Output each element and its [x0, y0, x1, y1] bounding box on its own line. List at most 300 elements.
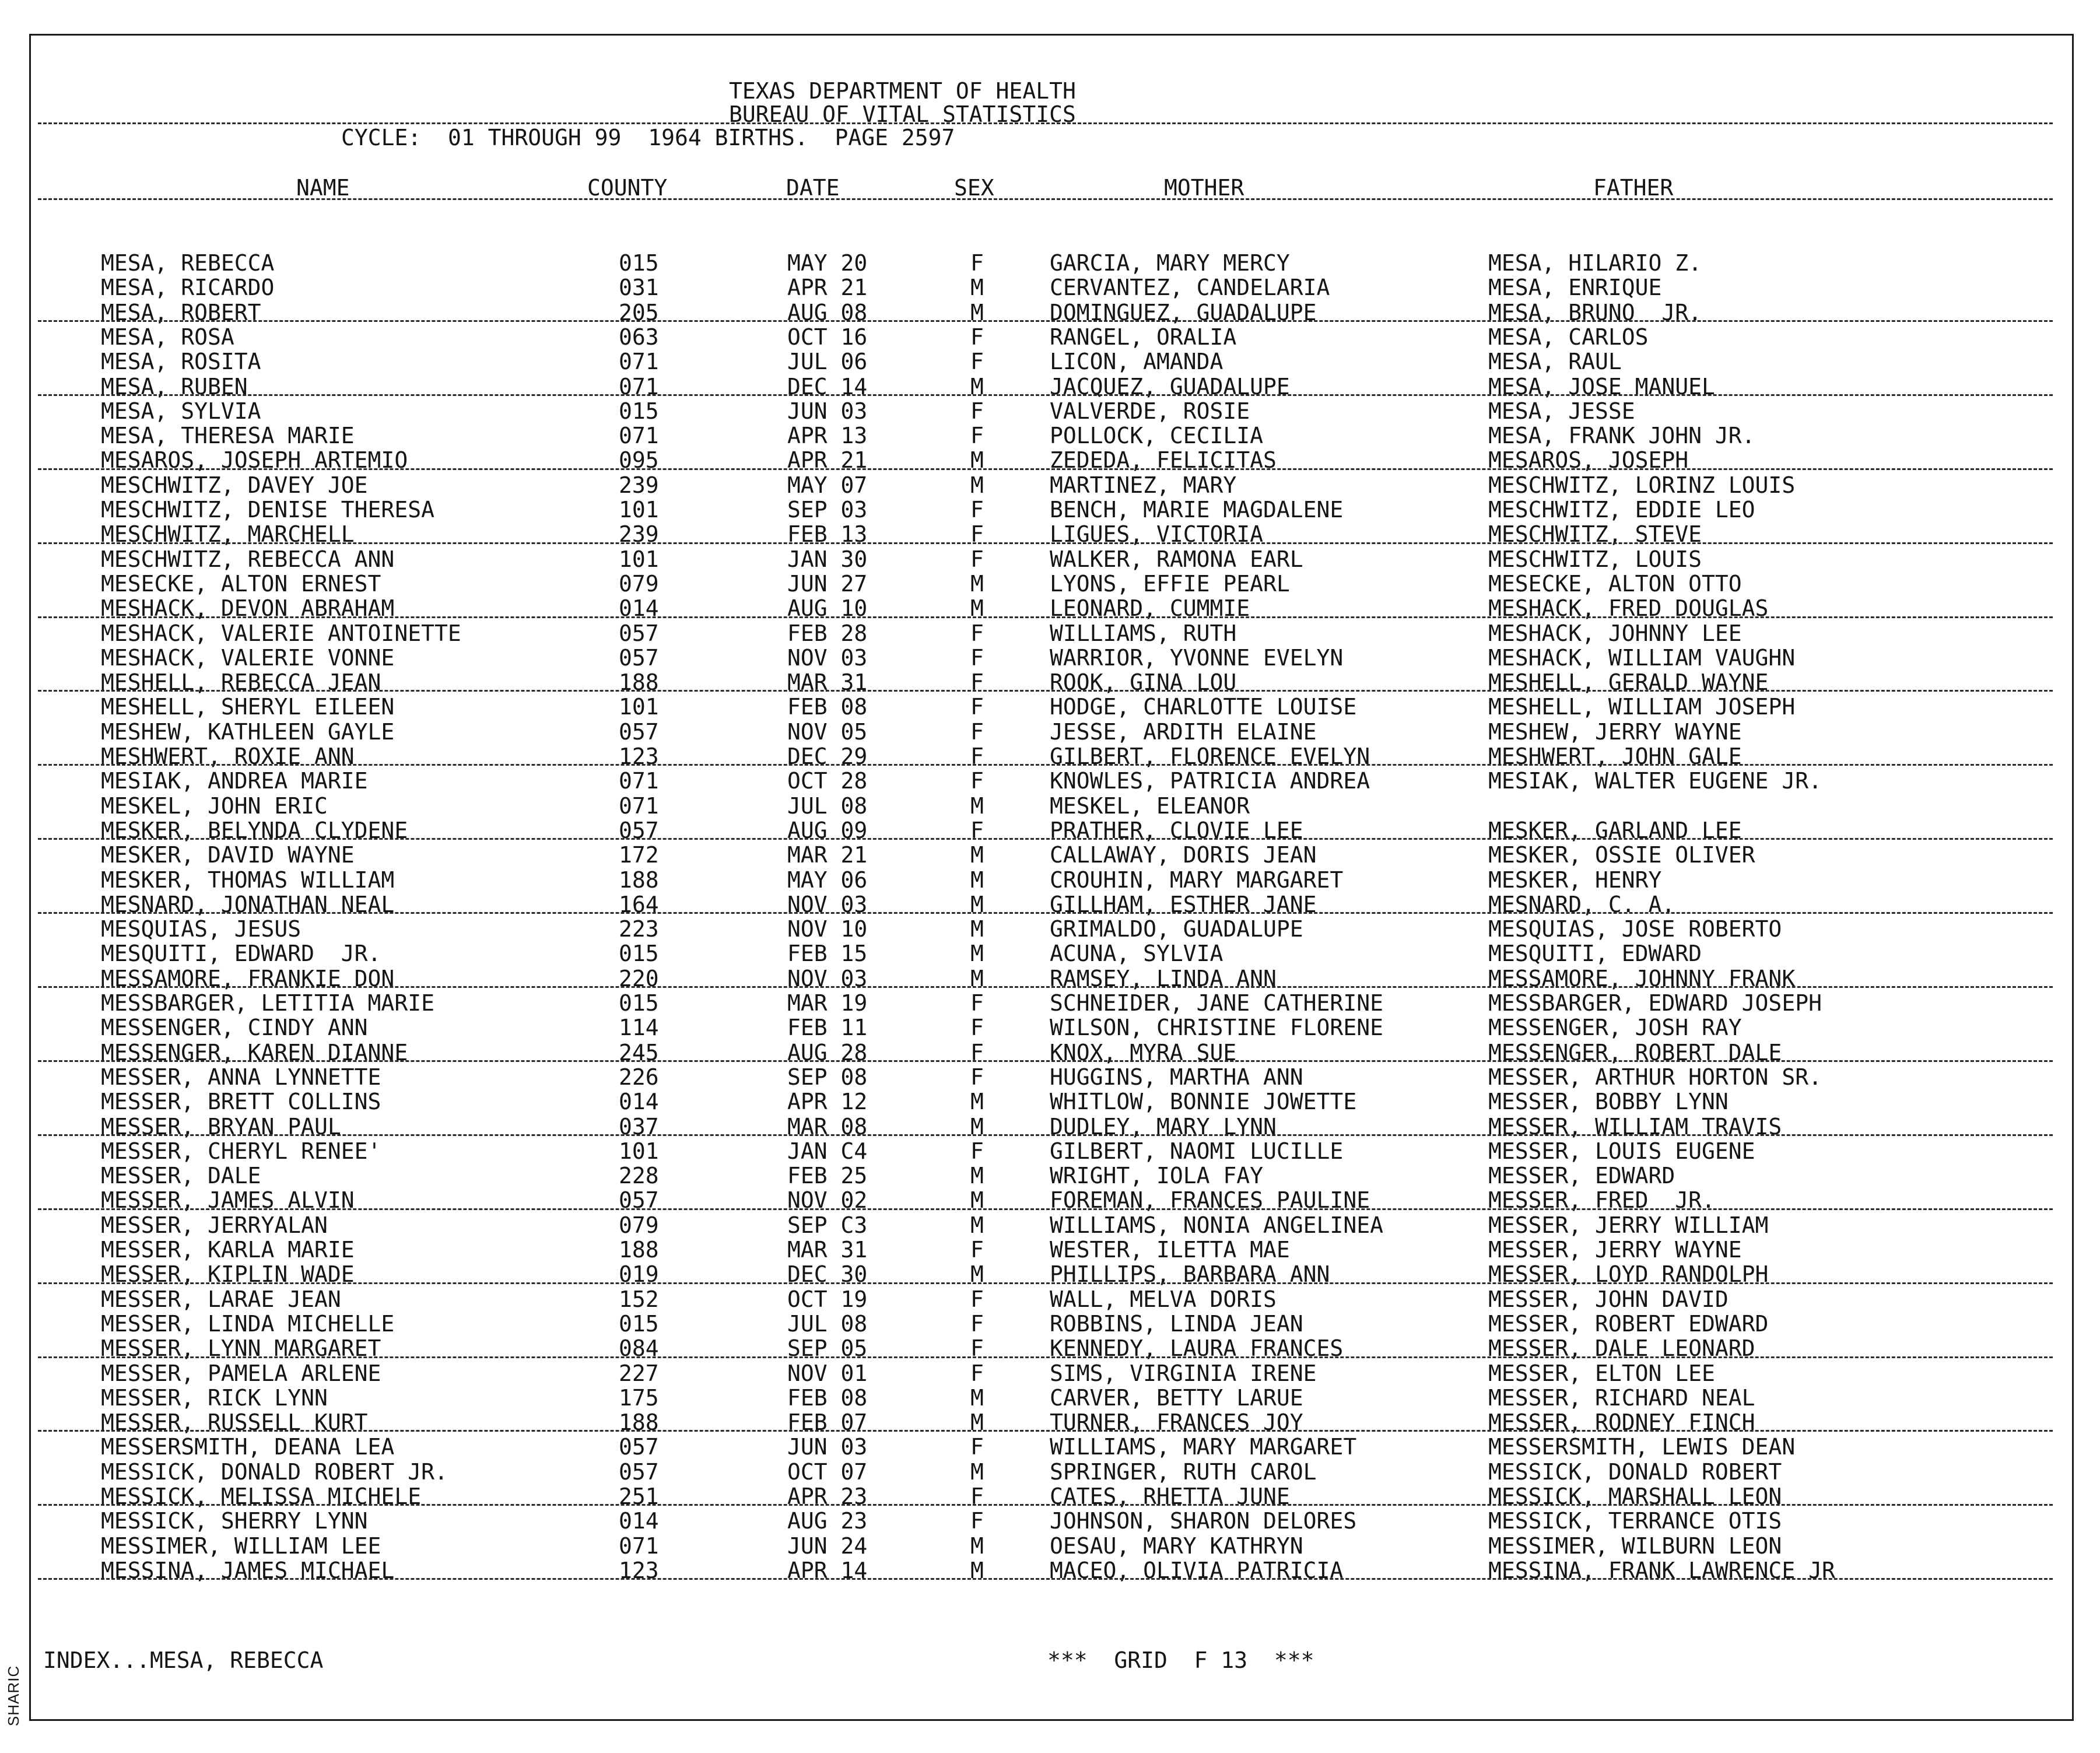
cell-father: MESQUIAS, JOSE ROBERTO: [1488, 916, 1782, 942]
cell-father: MESA, BRUNO JR.: [1488, 299, 1702, 325]
cell-name: MESSENGER, CINDY ANN: [101, 1015, 368, 1041]
cell-sex: M: [970, 842, 984, 868]
cell-sex: M: [970, 299, 984, 325]
cell-sex: M: [970, 1410, 984, 1436]
cell-mother: WILLIAMS, MARY MARGARET: [1050, 1434, 1357, 1460]
cell-date: DEC 14: [787, 373, 868, 399]
cell-county: 057: [619, 1187, 659, 1214]
cell-father: MESSER, LOYD RANDOLPH: [1488, 1261, 1769, 1288]
cell-mother: KNOWLES, PATRICIA ANDREA: [1050, 768, 1370, 794]
cell-father: MESAROS, JOSEPH: [1488, 447, 1689, 474]
cell-county: 123: [619, 744, 659, 769]
cell-date: JUN 03: [787, 1434, 868, 1460]
cell-name: MESSER, BRETT COLLINS: [101, 1089, 381, 1115]
cell-county: 057: [619, 1459, 659, 1485]
cell-sex: M: [970, 1212, 984, 1238]
cell-county: 063: [619, 324, 659, 350]
cell-sex: F: [970, 744, 984, 769]
cell-mother: WHITLOW, BONNIE JOWETTE: [1050, 1089, 1357, 1115]
cell-date: MAY 07: [787, 472, 868, 498]
cell-county: 188: [619, 1237, 659, 1263]
cell-county: 071: [619, 373, 659, 399]
table-row: [0, 1089, 2100, 1114]
cell-name: MESCHWITZ, DAVEY JOE: [101, 472, 368, 498]
cell-county: 057: [619, 620, 659, 646]
cell-date: MAY 20: [787, 250, 868, 276]
cell-county: 220: [619, 965, 659, 991]
cell-sex: F: [970, 324, 984, 350]
cell-county: 019: [619, 1261, 659, 1288]
cell-county: 079: [619, 1212, 659, 1238]
cell-date: AUG 28: [787, 1039, 868, 1065]
cell-county: 251: [619, 1484, 659, 1509]
cell-sex: F: [970, 1015, 984, 1041]
cell-mother: WESTER, ILETTA MAE: [1050, 1237, 1290, 1263]
cell-sex: M: [970, 867, 984, 893]
cell-date: FEB 25: [787, 1163, 868, 1189]
cell-date: FEB 08: [787, 1384, 868, 1411]
table-row: [0, 917, 2100, 941]
table-row: [0, 1163, 2100, 1188]
cell-sex: M: [970, 965, 984, 991]
cell-sex: F: [970, 1335, 984, 1362]
column-header-sex: SEX: [954, 175, 994, 201]
cell-mother: WILLIAMS, RUTH: [1050, 620, 1237, 646]
cell-sex: F: [970, 620, 984, 646]
cell-sex: F: [970, 546, 984, 572]
cell-father: MESSER, DALE LEONARD: [1488, 1335, 1755, 1362]
cell-father: MESSAMORE, JOHNNY FRANK: [1488, 965, 1796, 991]
cell-sex: M: [970, 1187, 984, 1214]
cell-name: MESSER, PAMELA ARLENE: [101, 1360, 381, 1386]
cell-name: MESHACK, VALERIE ANTOINETTE: [101, 620, 461, 646]
cell-sex: F: [970, 1360, 984, 1386]
cell-mother: DOMINGUEZ, GUADALUPE: [1050, 299, 1317, 325]
cell-county: 071: [619, 349, 659, 375]
cell-name: MESAROS, JOSEPH ARTEMIO: [101, 447, 408, 474]
cell-sex: M: [970, 1163, 984, 1189]
table-row: [0, 720, 2100, 744]
column-header-county: COUNTY: [587, 175, 668, 201]
cell-mother: KNOX, MYRA SUE: [1050, 1039, 1237, 1065]
cell-mother: GILBERT, NAOMI LUCILLE: [1050, 1138, 1344, 1164]
cell-date: JUN 03: [787, 398, 868, 424]
table-row: [0, 1237, 2100, 1262]
cell-date: JUN 24: [787, 1533, 868, 1559]
table-row: [0, 1015, 2100, 1040]
cell-sex: M: [970, 570, 984, 597]
table-row: [0, 1139, 2100, 1163]
cell-county: 101: [619, 497, 659, 523]
cell-name: MESSER, JERRYALAN: [101, 1212, 328, 1238]
cell-sex: F: [970, 497, 984, 523]
cell-mother: KENNEDY, LAURA FRANCES: [1050, 1335, 1344, 1362]
row-rule: [38, 690, 2053, 692]
table-row: [0, 547, 2100, 572]
column-header-mother: MOTHER: [1164, 175, 1244, 201]
cell-date: OCT 16: [787, 324, 868, 350]
row-rule: [38, 542, 2053, 544]
cell-name: MESSER, KIPLIN WADE: [101, 1261, 355, 1288]
cell-name: MESHACK, VALERIE VONNE: [101, 644, 395, 671]
cell-county: 057: [619, 817, 659, 843]
table-row: [0, 1435, 2100, 1459]
cell-mother: TURNER, FRANCES JOY: [1050, 1410, 1303, 1436]
table-row: [0, 275, 2100, 300]
cell-father: MESSER, RICHARD NEAL: [1488, 1384, 1755, 1411]
cell-father: MESSER, EDWARD: [1488, 1163, 1675, 1189]
cell-county: 057: [619, 718, 659, 745]
cell-mother: DUDLEY, MARY LYNN: [1050, 1113, 1277, 1140]
cell-county: 079: [619, 570, 659, 597]
cell-date: SEP 05: [787, 1335, 868, 1362]
cell-sex: M: [970, 472, 984, 498]
cell-county: 123: [619, 1557, 659, 1583]
cell-date: MAR 31: [787, 669, 868, 696]
rule-top: [38, 122, 2053, 124]
cell-sex: M: [970, 1261, 984, 1288]
cell-date: NOV 03: [787, 891, 868, 917]
cell-sex: F: [970, 1039, 984, 1065]
cell-county: 239: [619, 472, 659, 498]
table-row: [0, 695, 2100, 719]
cell-sex: F: [970, 521, 984, 548]
cell-date: JUL 06: [787, 349, 868, 375]
cell-county: 227: [619, 1360, 659, 1386]
row-rule: [38, 1134, 2053, 1136]
cell-date: AUG 09: [787, 817, 868, 843]
cell-county: 226: [619, 1064, 659, 1090]
cell-mother: BENCH, MARIE MAGDALENE: [1050, 497, 1344, 523]
cell-name: MESSINA, JAMES MICHAEL: [101, 1557, 395, 1583]
cell-county: 071: [619, 1533, 659, 1559]
table-row: [0, 794, 2100, 818]
table-row: [0, 843, 2100, 867]
cell-sex: F: [970, 423, 984, 449]
cell-name: MESHACK, DEVON ABRAHAM: [101, 595, 395, 622]
cell-father: MESSERSMITH, LEWIS DEAN: [1488, 1434, 1796, 1460]
cell-name: MESA, SYLVIA: [101, 398, 261, 424]
cell-mother: LIGUES, VICTORIA: [1050, 521, 1264, 548]
cell-county: 188: [619, 1410, 659, 1436]
cell-father: MESECKE, ALTON OTTO: [1488, 570, 1742, 597]
cell-name: MESKEL, JOHN ERIC: [101, 793, 328, 819]
cell-name: MESSER, DALE: [101, 1163, 261, 1189]
cell-father: MESSICK, TERRANCE OTIS: [1488, 1508, 1782, 1534]
cell-father: MESSER, FRED JR.: [1488, 1187, 1715, 1214]
cell-county: 175: [619, 1384, 659, 1411]
table-row: [0, 1386, 2100, 1410]
cell-date: JAN 30: [787, 546, 868, 572]
agency-title: TEXAS DEPARTMENT OF HEALTH: [729, 78, 1076, 104]
cell-sex: F: [970, 1508, 984, 1534]
row-rule: [38, 1060, 2053, 1062]
cell-mother: SIMS, VIRGINIA IRENE: [1050, 1360, 1317, 1386]
cell-date: FEB 13: [787, 521, 868, 548]
cell-date: AUG 10: [787, 595, 868, 622]
cell-father: MESHELL, WILLIAM JOSEPH: [1488, 694, 1796, 720]
row-rule: [38, 468, 2053, 470]
cell-mother: WRIGHT, IOLA FAY: [1050, 1163, 1264, 1189]
table-row: [0, 325, 2100, 349]
table-row: [0, 572, 2100, 596]
cell-father: MESSER, ELTON LEE: [1488, 1360, 1715, 1386]
cell-father: MESHWERT, JOHN GALE: [1488, 744, 1742, 769]
cell-county: 015: [619, 990, 659, 1016]
cell-name: MESSER, LYNN MARGARET: [101, 1335, 381, 1362]
cell-name: MESCHWITZ, MARCHELL: [101, 521, 355, 548]
cell-sex: M: [970, 793, 984, 819]
cell-father: MESKER, GARLAND LEE: [1488, 817, 1742, 843]
cell-county: 101: [619, 546, 659, 572]
cell-mother: SCHNEIDER, JANE CATHERINE: [1050, 990, 1383, 1016]
row-rule: [38, 986, 2053, 988]
cell-date: FEB 28: [787, 620, 868, 646]
cell-date: AUG 23: [787, 1508, 868, 1534]
cell-father: MESHACK, WILLIAM VAUGHN: [1488, 644, 1796, 671]
cell-father: MESA, HILARIO Z.: [1488, 250, 1702, 276]
cell-mother: VALVERDE, ROSIE: [1050, 398, 1250, 424]
cell-father: MESSER, JERRY WAYNE: [1488, 1237, 1742, 1263]
table-row: [0, 646, 2100, 670]
table-row: [0, 991, 2100, 1015]
cell-county: 223: [619, 916, 659, 942]
cell-county: 071: [619, 793, 659, 819]
cell-name: MESHWERT, ROXIE ANN: [101, 744, 355, 769]
cell-name: MESSIMER, WILLIAM LEE: [101, 1533, 381, 1559]
cell-mother: MACEO, OLIVIA PATRICIA: [1050, 1557, 1344, 1583]
cell-date: DEC 30: [787, 1261, 868, 1288]
cell-county: 031: [619, 275, 659, 301]
cell-name: MESQUITI, EDWARD JR.: [101, 941, 381, 967]
row-rule: [38, 838, 2053, 840]
cell-date: SEP 08: [787, 1064, 868, 1090]
cell-father: MESA, FRANK JOHN JR.: [1488, 423, 1755, 449]
cell-name: MESKER, BELYNDA CLYDENE: [101, 817, 408, 843]
cell-name: MESKER, THOMAS WILLIAM: [101, 867, 395, 893]
table-row: [0, 399, 2100, 423]
cell-county: 114: [619, 1015, 659, 1041]
cell-name: MESSER, RUSSELL KURT: [101, 1410, 368, 1436]
cell-county: 057: [619, 644, 659, 671]
cell-mother: LICON, AMANDA: [1050, 349, 1223, 375]
cell-father: MESCHWITZ, LOUIS: [1488, 546, 1702, 572]
cell-mother: SPRINGER, RUTH CAROL: [1050, 1459, 1317, 1485]
cell-mother: GARCIA, MARY MERCY: [1050, 250, 1290, 276]
cell-father: MESHELL, GERALD WAYNE: [1488, 669, 1769, 696]
cell-mother: ZEDEDA, FELICITAS: [1050, 447, 1277, 474]
cell-sex: F: [970, 669, 984, 696]
side-label: [5, 1639, 22, 1732]
cell-mother: CERVANTEZ, CANDELARIA: [1050, 275, 1330, 301]
cell-sex: F: [970, 1310, 984, 1337]
cell-date: NOV 03: [787, 644, 868, 671]
cell-sex: F: [970, 718, 984, 745]
table-row: [0, 769, 2100, 793]
cell-mother: JESSE, ARDITH ELAINE: [1050, 718, 1317, 745]
cell-mother: MESKEL, ELEANOR: [1050, 793, 1250, 819]
row-rule: [38, 912, 2053, 914]
cell-county: 014: [619, 595, 659, 622]
cell-father: MESCHWITZ, LORINZ LOUIS: [1488, 472, 1796, 498]
cell-date: OCT 19: [787, 1286, 868, 1312]
cell-county: 205: [619, 299, 659, 325]
cell-mother: HUGGINS, MARTHA ANN: [1050, 1064, 1303, 1090]
cell-county: 014: [619, 1089, 659, 1115]
cell-father: MESSER, JERRY WILLIAM: [1488, 1212, 1769, 1238]
cell-mother: POLLOCK, CECILIA: [1050, 423, 1264, 449]
cell-mother: WILSON, CHRISTINE FLORENE: [1050, 1015, 1383, 1041]
cell-sex: M: [970, 373, 984, 399]
cell-name: MESA, REBECCA: [101, 250, 275, 276]
index-footer: INDEX...MESA, REBECCA: [43, 1647, 324, 1673]
row-rule: [38, 1356, 2053, 1358]
cell-father: MESA, ENRIQUE: [1488, 275, 1662, 301]
cell-mother: ROBBINS, LINDA JEAN: [1050, 1310, 1303, 1337]
cell-mother: LEONARD, CUMMIE: [1050, 595, 1250, 622]
cell-county: 101: [619, 1138, 659, 1164]
cell-name: MESA, RUBEN: [101, 373, 248, 399]
cell-sex: F: [970, 1237, 984, 1263]
table-row: [0, 473, 2100, 497]
cell-sex: F: [970, 1286, 984, 1312]
cell-father: MESIAK, WALTER EUGENE JR.: [1488, 768, 1822, 794]
cell-father: MESQUITI, EDWARD: [1488, 941, 1702, 967]
cell-name: MESIAK, ANDREA MARIE: [101, 768, 368, 794]
table-row: [0, 1287, 2100, 1312]
cell-name: MESSER, JAMES ALVIN: [101, 1187, 355, 1214]
cell-mother: JOHNSON, SHARON DELORES: [1050, 1508, 1357, 1534]
cell-father: MESNARD, C. A.: [1488, 891, 1675, 917]
row-rule: [38, 616, 2053, 618]
cell-father: MESSICK, MARSHALL LEON: [1488, 1484, 1782, 1509]
cell-father: MESSBARGER, EDWARD JOSEPH: [1488, 990, 1822, 1016]
cell-county: 228: [619, 1163, 659, 1189]
cell-county: 015: [619, 1310, 659, 1337]
cell-sex: M: [970, 1384, 984, 1411]
cell-mother: PHILLIPS, BARBARA ANN: [1050, 1261, 1330, 1288]
cell-father: MESSENGER, JOSH RAY: [1488, 1015, 1742, 1041]
cell-date: APR 21: [787, 447, 868, 474]
column-header-date: DATE: [786, 175, 840, 201]
cell-mother: RANGEL, ORALIA: [1050, 324, 1237, 350]
cell-father: MESSER, ARTHUR HORTON SR.: [1488, 1064, 1822, 1090]
cell-date: JUL 08: [787, 1310, 868, 1337]
cell-name: MESA, ROSITA: [101, 349, 261, 375]
table-row: [0, 349, 2100, 374]
cell-county: 071: [619, 423, 659, 449]
cell-father: MESKER, OSSIE OLIVER: [1488, 842, 1755, 868]
cell-date: NOV 03: [787, 965, 868, 991]
cell-father: MESKER, HENRY: [1488, 867, 1662, 893]
cell-sex: M: [970, 275, 984, 301]
row-rule: [38, 394, 2053, 396]
cell-date: MAR 08: [787, 1113, 868, 1140]
cell-date: FEB 07: [787, 1410, 868, 1436]
cell-mother: CATES, RHETTA JUNE: [1050, 1484, 1290, 1509]
cell-sex: F: [970, 817, 984, 843]
table-row: [0, 1065, 2100, 1089]
cycle-line: CYCLE: 01 THROUGH 99 1964 BIRTHS. PAGE 2597: [341, 125, 955, 150]
cell-name: MESCHWITZ, DENISE THERESA: [101, 497, 434, 523]
cell-name: MESKER, DAVID WAYNE: [101, 842, 355, 868]
rule-header: [38, 198, 2053, 200]
cell-date: NOV 10: [787, 916, 868, 942]
cell-name: MESSER, RICK LYNN: [101, 1384, 328, 1411]
cell-county: 037: [619, 1113, 659, 1140]
cell-sex: M: [970, 1533, 984, 1559]
column-header-name: NAME: [296, 175, 350, 201]
cell-date: APR 13: [787, 423, 868, 449]
cell-name: MESNARD, JONATHAN NEAL: [101, 891, 395, 917]
cell-father: MESSER, ROBERT EDWARD: [1488, 1310, 1769, 1337]
cell-mother: CARVER, BETTY LARUE: [1050, 1384, 1303, 1411]
cell-date: MAR 31: [787, 1237, 868, 1263]
row-rule: [38, 1208, 2053, 1210]
table-row: [0, 941, 2100, 966]
cell-name: MESSER, LARAE JEAN: [101, 1286, 341, 1312]
table-row: [0, 1509, 2100, 1533]
table-row: [0, 497, 2100, 522]
cell-date: DEC 29: [787, 744, 868, 769]
cell-date: APR 12: [787, 1089, 868, 1115]
row-rule: [38, 1504, 2053, 1506]
cell-county: 057: [619, 1434, 659, 1460]
cell-sex: M: [970, 1089, 984, 1115]
cell-sex: F: [970, 398, 984, 424]
cell-mother: WALL, MELVA DORIS: [1050, 1286, 1277, 1312]
cell-mother: LYONS, EFFIE PEARL: [1050, 570, 1290, 597]
cell-father: MESA, JOSE MANUEL: [1488, 373, 1715, 399]
cell-mother: RAMSEY, LINDA ANN: [1050, 965, 1277, 991]
cell-county: 015: [619, 941, 659, 967]
cell-date: NOV 05: [787, 718, 868, 745]
cell-mother: CROUHIN, MARY MARGARET: [1050, 867, 1344, 893]
cell-sex: F: [970, 694, 984, 720]
cell-father: MESHEW, JERRY WAYNE: [1488, 718, 1742, 745]
cell-date: MAR 19: [787, 990, 868, 1016]
cell-name: MESSER, CHERYL RENEE': [101, 1138, 381, 1164]
cell-name: MESECKE, ALTON ERNEST: [101, 570, 381, 597]
cell-father: MESA, JESSE: [1488, 398, 1635, 424]
cell-sex: M: [970, 1557, 984, 1583]
row-rule: [38, 1282, 2053, 1284]
cell-name: MESHELL, SHERYL EILEEN: [101, 694, 395, 720]
cell-name: MESSAMORE, FRANKIE DON: [101, 965, 395, 991]
table-row: [0, 868, 2100, 892]
cell-mother: GILBERT, FLORENCE EVELYN: [1050, 744, 1370, 769]
cell-name: MESSICK, MELISSA MICHELE: [101, 1484, 422, 1509]
cell-name: MESCHWITZ, REBECCA ANN: [101, 546, 395, 572]
cell-name: MESSERSMITH, DEANA LEA: [101, 1434, 395, 1460]
cell-date: NOV 01: [787, 1360, 868, 1386]
cell-county: 152: [619, 1286, 659, 1312]
cell-father: MESSIMER, WILBURN LEON: [1488, 1533, 1782, 1559]
cell-father: MESSICK, DONALD ROBERT: [1488, 1459, 1782, 1485]
cell-sex: F: [970, 768, 984, 794]
cell-name: MESSER, BRYAN PAUL: [101, 1113, 341, 1140]
cell-sex: M: [970, 941, 984, 967]
cell-father: MESHACK, JOHNNY LEE: [1488, 620, 1742, 646]
cell-mother: FOREMAN, FRANCES PAULINE: [1050, 1187, 1370, 1214]
cell-name: MESA, ROBERT: [101, 299, 261, 325]
cell-name: MESA, ROSA: [101, 324, 234, 350]
cell-date: SEP C3: [787, 1212, 868, 1238]
cell-date: AUG 08: [787, 299, 868, 325]
cell-name: MESSBARGER, LETITIA MARIE: [101, 990, 434, 1016]
cell-sex: F: [970, 250, 984, 276]
cell-mother: JACQUEZ, GUADALUPE: [1050, 373, 1290, 399]
